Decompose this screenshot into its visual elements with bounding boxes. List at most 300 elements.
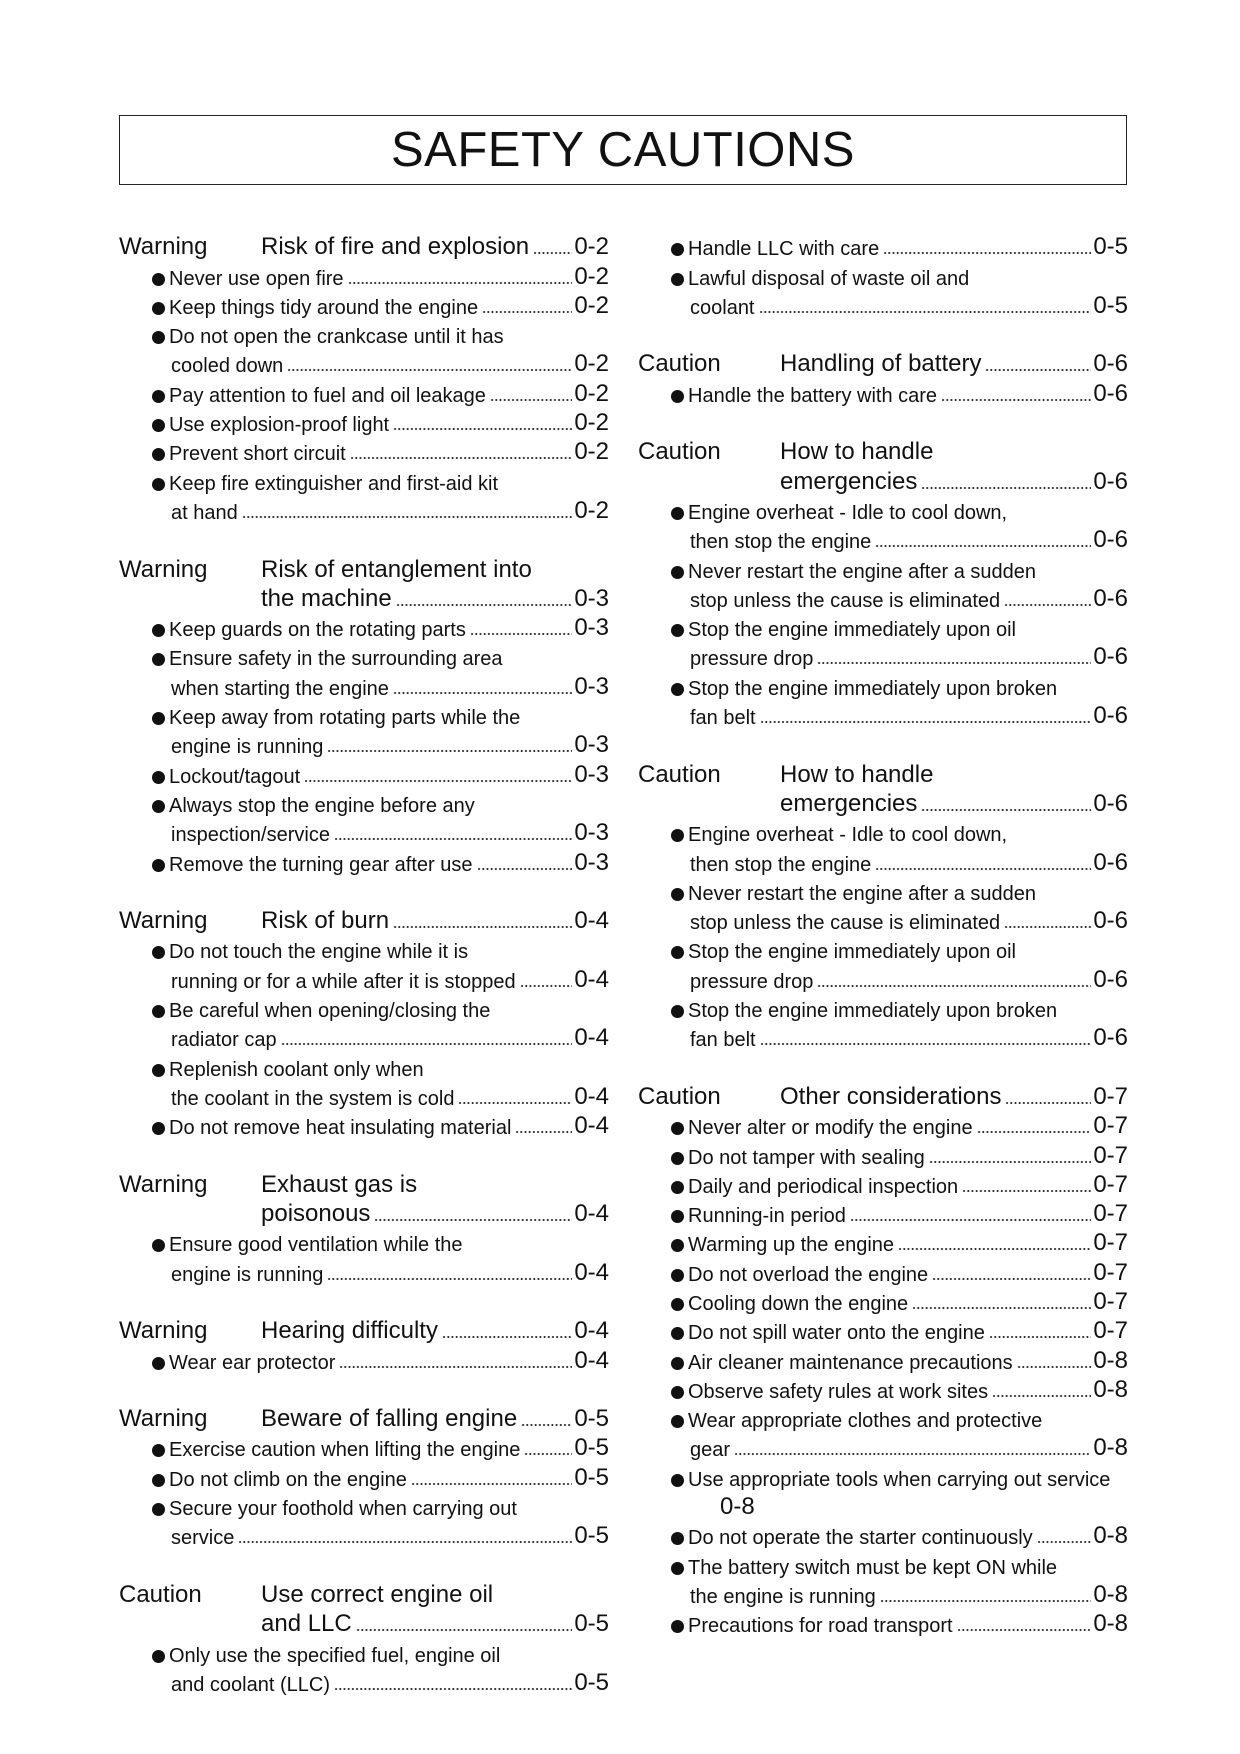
dot-leader: [304, 780, 572, 782]
toc-item[interactable]: [638, 1285, 1128, 1314]
bullet-icon: [152, 1650, 165, 1663]
toc-item-continued[interactable]: [638, 904, 1128, 933]
toc-item[interactable]: [119, 933, 609, 962]
page-number: 0-7: [1093, 1082, 1128, 1110]
toc-entry-text: Stop the engine immediately upon broken: [688, 1000, 1058, 1023]
page-number: 0-6: [1093, 643, 1128, 671]
toc-item-continued[interactable]: [119, 1255, 609, 1284]
toc-entry-text: Hearing difficulty: [261, 1317, 438, 1345]
toc-entry-text: Keep away from rotating parts while the: [169, 707, 521, 730]
toc-item[interactable]: [119, 318, 609, 347]
toc-item[interactable]: [119, 1431, 609, 1460]
section-gap: [638, 1050, 1128, 1079]
dot-leader: [850, 1219, 1091, 1221]
toc-item[interactable]: [638, 1138, 1128, 1167]
toc-item[interactable]: [119, 376, 609, 405]
dot-leader: [989, 1336, 1091, 1338]
dot-leader: [393, 692, 572, 694]
toc-item-continued[interactable]: [638, 640, 1128, 669]
dot-leader: [760, 1043, 1092, 1045]
toc-item-continued[interactable]: [638, 1431, 1128, 1460]
page-number: 0-5: [574, 1610, 609, 1638]
page-number: 0-6: [1093, 584, 1128, 612]
toc-entry-text: Never restart the engine after a sudden: [688, 882, 1036, 905]
bullet-icon: [671, 1415, 684, 1428]
toc-item[interactable]: [638, 875, 1128, 904]
dot-leader: [411, 1483, 572, 1485]
toc-heading-continued[interactable]: [638, 464, 1128, 493]
page-number: 0-8: [1093, 1346, 1128, 1374]
toc-item[interactable]: [119, 1343, 609, 1372]
page-number: 0-6: [1093, 789, 1128, 817]
toc-entry-text: running or for a while after it is stopped: [171, 970, 516, 993]
caution-level-label: Caution: [119, 1580, 202, 1608]
section-gap: [119, 875, 609, 904]
bullet-icon: [671, 1562, 684, 1575]
page-number: 0-6: [1093, 1024, 1128, 1052]
bullet-icon: [152, 302, 165, 315]
dot-leader: [1037, 1541, 1092, 1543]
page-number: 0-8: [720, 1493, 755, 1521]
page-number: 0-7: [1093, 1258, 1128, 1286]
toc-item[interactable]: [638, 1548, 1128, 1577]
page-number: 0-3: [574, 760, 609, 788]
toc-item[interactable]: [638, 230, 1128, 259]
toc-entry-text: radiator cap: [171, 1029, 277, 1052]
toc-entry-text: Pay attention to fuel and oil leakage: [169, 384, 486, 407]
bullet-icon: [671, 1327, 684, 1340]
toc-entry-text: emergencies: [780, 789, 918, 817]
dot-leader: [393, 926, 572, 928]
dot-leader: [393, 428, 572, 430]
dot-leader: [962, 1190, 1091, 1192]
toc-heading-continued[interactable]: [638, 787, 1128, 816]
bullet-icon: [152, 331, 165, 344]
page-number: 0-5: [1093, 291, 1128, 319]
toc-entry-text: Use explosion-proof light: [169, 414, 390, 437]
bullet-icon: [152, 448, 165, 461]
toc-item[interactable]: [119, 406, 609, 435]
bullet-icon: [152, 1444, 165, 1457]
page-number: 0-8: [1093, 1434, 1128, 1462]
dot-leader: [921, 487, 1091, 489]
toc-item-continued[interactable]: [638, 845, 1128, 874]
dot-leader: [458, 1102, 572, 1104]
toc-entry-text: Handle the battery with care: [688, 384, 938, 407]
toc-item[interactable]: [638, 1314, 1128, 1343]
bullet-icon: [671, 1386, 684, 1399]
dot-leader: [327, 1278, 572, 1280]
toc-item-continued[interactable]: [119, 728, 609, 757]
toc-item[interactable]: [119, 1460, 609, 1489]
toc-entry-text: Keep fire extinguisher and first-aid kit: [169, 472, 499, 495]
toc-item[interactable]: [638, 376, 1128, 405]
toc-entry-text: Exhaust gas is: [261, 1170, 418, 1198]
toc-heading[interactable]: [638, 1080, 1128, 1109]
toc-item-continued[interactable]: [638, 289, 1128, 318]
toc-heading[interactable]: [638, 347, 1128, 376]
toc-item-continued[interactable]: [119, 494, 609, 523]
section-gap: [119, 1373, 609, 1402]
toc-entry-text: Keep guards on the rotating parts: [169, 619, 466, 642]
toc-entry-text: Ensure good ventilation while the: [169, 1234, 463, 1257]
page-number: 0-8: [1093, 1522, 1128, 1550]
caution-level-label: Caution: [638, 350, 721, 378]
toc-entry-text: when starting the engine: [171, 677, 389, 700]
toc-entry-text: Running-in period: [688, 1205, 846, 1228]
toc-entry-text: Handle LLC with care: [688, 238, 880, 261]
toc-item[interactable]: [119, 845, 609, 874]
toc-heading[interactable]: [119, 904, 609, 933]
page-number: 0-6: [1093, 848, 1128, 876]
toc-entry-text: then stop the engine: [690, 531, 872, 554]
toc-item[interactable]: [119, 699, 609, 728]
page-number: 0-4: [574, 1200, 609, 1228]
toc-heading[interactable]: [119, 1168, 609, 1197]
toc-entry-text: gear: [690, 1439, 731, 1462]
toc-item[interactable]: [638, 259, 1128, 288]
dot-leader: [985, 369, 1091, 371]
page-number: 0-4: [574, 1024, 609, 1052]
bullet-icon: [671, 507, 684, 520]
page-number: 0-2: [574, 496, 609, 524]
dot-leader: [477, 868, 573, 870]
page-number: 0-6: [1093, 965, 1128, 993]
toc-item[interactable]: [638, 1168, 1128, 1197]
dot-leader: [482, 311, 572, 313]
toc-entry-text: Replenish coolant only when: [169, 1058, 424, 1081]
dot-leader: [759, 311, 1092, 313]
dot-leader: [875, 868, 1091, 870]
toc-item-continued[interactable]: [119, 1021, 609, 1050]
page-number: 0-5: [1093, 233, 1128, 261]
page-number: 0-4: [574, 1112, 609, 1140]
toc-entry-text: emergencies: [780, 467, 918, 495]
toc-heading[interactable]: [119, 1314, 609, 1343]
dot-leader: [281, 1043, 573, 1045]
section-gap: [119, 523, 609, 552]
toc-entry-text: Risk of burn: [261, 907, 390, 935]
toc-entry-text: Do not climb on the engine: [169, 1468, 407, 1491]
dot-leader: [1004, 926, 1091, 928]
toc-entry-text: Lockout/tagout: [169, 765, 301, 788]
toc-item[interactable]: [638, 1607, 1128, 1636]
bullet-icon: [152, 1239, 165, 1252]
toc-entry-text: Stop the engine immediately upon broken: [688, 677, 1058, 700]
toc-item-continued[interactable]: [638, 1578, 1128, 1607]
toc-heading-continued[interactable]: [119, 1607, 609, 1636]
dot-leader: [929, 1161, 1092, 1163]
toc-entry-text: Use correct engine oil: [261, 1580, 494, 1608]
page-number: 0-7: [1093, 1141, 1128, 1169]
toc-entry-text: Do not open the crankcase until it has: [169, 326, 504, 349]
toc-item[interactable]: [638, 669, 1128, 698]
toc-heading[interactable]: [638, 435, 1128, 464]
toc-item[interactable]: [638, 816, 1128, 845]
toc-entry-text: coolant: [690, 296, 755, 319]
toc-item[interactable]: [638, 1402, 1128, 1431]
page-number: 0-2: [574, 438, 609, 466]
toc-heading[interactable]: [119, 1402, 609, 1431]
page-number: 0-3: [574, 848, 609, 876]
toc-item[interactable]: [638, 992, 1128, 1021]
bullet-icon: [152, 1005, 165, 1018]
dot-leader: [334, 838, 572, 840]
toc-entry-text: Beware of falling engine: [261, 1405, 518, 1433]
toc-item[interactable]: [638, 611, 1128, 640]
toc-entry-text: Other considerations: [780, 1082, 1002, 1110]
page-number: 0-4: [574, 1346, 609, 1374]
toc-item-continued[interactable]: [119, 1080, 609, 1109]
page-number: 0-5: [574, 1405, 609, 1433]
toc-entry-text: Use appropriate tools when carrying out service: [688, 1468, 1111, 1491]
bullet-icon: [152, 419, 165, 432]
toc-item[interactable]: [638, 1197, 1128, 1226]
page-number: 0-8: [1093, 1375, 1128, 1403]
bullet-icon: [152, 390, 165, 403]
dot-leader: [533, 252, 572, 254]
page-number: 0-4: [574, 965, 609, 993]
bullet-icon: [152, 478, 165, 491]
dot-leader: [880, 1600, 1092, 1602]
bullet-icon: [671, 1122, 684, 1135]
toc-heading[interactable]: [119, 1578, 609, 1607]
toc-item[interactable]: [638, 1519, 1128, 1548]
caution-level-label: Caution: [638, 760, 721, 788]
toc-left-column: [119, 230, 609, 1695]
toc-item[interactable]: [119, 289, 609, 318]
page-number: 0-8: [1093, 1610, 1128, 1638]
toc-entry-text: Cooling down the engine: [688, 1292, 909, 1315]
toc-entry-text: Engine overheat - Idle to cool down,: [688, 501, 1008, 524]
toc-entry-text: Stop the engine immediately upon oil: [688, 619, 1016, 642]
toc-entry-text: Do not overload the engine: [688, 1263, 929, 1286]
toc-item-continued[interactable]: [638, 1021, 1128, 1050]
toc-entry-text: Observe safety rules at work sites: [688, 1380, 989, 1403]
dot-leader: [396, 604, 573, 606]
toc-entry-text: Warming up the engine: [688, 1234, 895, 1257]
dot-leader: [242, 516, 573, 518]
page-number: 0-4: [574, 1258, 609, 1286]
dot-leader: [977, 1131, 1092, 1133]
toc-item[interactable]: [119, 1490, 609, 1519]
page-number: 0-2: [574, 262, 609, 290]
dot-leader: [957, 1629, 1092, 1631]
bullet-icon: [671, 1210, 684, 1223]
toc-item[interactable]: [638, 1373, 1128, 1402]
toc-item[interactable]: [638, 1109, 1128, 1138]
toc-item[interactable]: [638, 1255, 1128, 1284]
toc-item-continued[interactable]: [638, 699, 1128, 728]
caution-level-label: Warning: [119, 555, 208, 583]
toc-heading-continued[interactable]: [119, 582, 609, 611]
toc-item[interactable]: [638, 494, 1128, 523]
toc-right-column: [638, 230, 1128, 1636]
toc-entry-text: fan belt: [690, 707, 756, 730]
toc-heading[interactable]: [638, 757, 1128, 786]
page-number: 0-3: [574, 584, 609, 612]
toc-entry-text: Do not remove heat insulating material: [169, 1117, 512, 1140]
page-number: 0-4: [574, 907, 609, 935]
toc-item-continued[interactable]: [119, 962, 609, 991]
toc-entry-text: Wear appropriate clothes and protective: [688, 1410, 1043, 1433]
dot-leader: [760, 721, 1092, 723]
dot-leader: [1005, 1102, 1091, 1104]
dot-leader: [932, 1278, 1091, 1280]
dot-leader: [374, 1219, 572, 1221]
page-number: 0-7: [1093, 1112, 1128, 1140]
toc-entry-text: Do not operate the starter continuously: [688, 1527, 1033, 1550]
toc-entry-text: How to handle: [780, 760, 934, 788]
page-title-box: [119, 115, 1127, 185]
toc-heading-continued[interactable]: [119, 1197, 609, 1226]
toc-item[interactable]: [638, 1460, 1128, 1489]
caution-level-label: Warning: [119, 907, 208, 935]
page-number: 0-2: [574, 233, 609, 261]
toc-entry-text: How to handle: [780, 438, 934, 466]
toc-item[interactable]: [638, 933, 1128, 962]
toc-entry-text: inspection/service: [171, 824, 330, 847]
toc-page-line[interactable]: [638, 1490, 1128, 1519]
toc-item[interactable]: [119, 464, 609, 493]
page-number: 0-6: [1093, 350, 1128, 378]
page-number: 0-7: [1093, 1170, 1128, 1198]
toc-item-continued[interactable]: [119, 669, 609, 698]
bullet-icon: [152, 1122, 165, 1135]
toc-entry-text: fan belt: [690, 1029, 756, 1052]
bullet-icon: [671, 1181, 684, 1194]
dot-leader: [356, 1629, 573, 1631]
toc-item[interactable]: [119, 1109, 609, 1138]
page-number: 0-2: [574, 379, 609, 407]
toc-entry-text: stop unless the cause is eliminated: [690, 589, 1001, 612]
toc-item-continued[interactable]: [119, 347, 609, 376]
section-gap: [119, 1548, 609, 1577]
dot-leader: [348, 282, 573, 284]
page-number: 0-2: [574, 291, 609, 319]
toc-entry-text: Prevent short circuit: [169, 443, 346, 466]
toc-item-continued[interactable]: [638, 582, 1128, 611]
caution-level-label: Warning: [119, 1170, 208, 1198]
dot-leader: [883, 252, 1091, 254]
toc-entry-text: Risk of fire and explosion: [261, 233, 530, 261]
toc-heading[interactable]: [119, 230, 609, 259]
toc-entry-text: Air cleaner maintenance precautions: [688, 1351, 1013, 1374]
dot-leader: [1017, 1366, 1092, 1368]
toc-entry-text: Lawful disposal of waste oil and: [688, 267, 970, 290]
caution-level-label: Warning: [119, 1405, 208, 1433]
page-number: 0-5: [574, 1434, 609, 1462]
page-number: 0-2: [574, 350, 609, 378]
bullet-icon: [152, 1357, 165, 1370]
bullet-icon: [671, 1474, 684, 1487]
page-number: 0-5: [574, 1522, 609, 1550]
toc-item-continued[interactable]: [638, 962, 1128, 991]
toc-entry-text: and LLC: [261, 1610, 352, 1638]
toc-item[interactable]: [119, 992, 609, 1021]
caution-level-label: Warning: [119, 233, 208, 261]
toc-entry-text: the machine: [261, 584, 392, 612]
page-number: 0-5: [574, 1668, 609, 1696]
bullet-icon: [152, 859, 165, 872]
dot-leader: [921, 809, 1091, 811]
toc-entry-text: Ensure safety in the surrounding area: [169, 648, 503, 671]
toc-entry-text: then stop the engine: [690, 853, 872, 876]
page-title: SAFETY CAUTIONS: [390, 123, 855, 177]
toc-entry-text: service: [171, 1527, 235, 1550]
bullet-icon: [152, 771, 165, 784]
section-gap: [638, 318, 1128, 347]
page-number: 0-4: [574, 1082, 609, 1110]
toc-item[interactable]: [119, 757, 609, 786]
toc-item[interactable]: [638, 1226, 1128, 1255]
bullet-icon: [671, 243, 684, 256]
toc-entry-text: the engine is running: [690, 1585, 876, 1608]
dot-leader: [238, 1541, 572, 1543]
toc-item[interactable]: [119, 435, 609, 464]
dot-leader: [287, 369, 572, 371]
dot-leader: [520, 985, 573, 987]
toc-entry-text: Only use the specified fuel, engine oil: [169, 1644, 501, 1667]
page-number: 0-4: [574, 1317, 609, 1345]
dot-leader: [470, 633, 572, 635]
toc-item-continued[interactable]: [638, 523, 1128, 552]
section-gap: [119, 1138, 609, 1167]
toc-entry-text: Risk of entanglement into: [261, 555, 532, 583]
toc-entry-text: the coolant in the system is cold: [171, 1087, 455, 1110]
page-number: 0-6: [1093, 526, 1128, 554]
bullet-icon: [671, 273, 684, 286]
page-number: 0-7: [1093, 1200, 1128, 1228]
bullet-icon: [152, 800, 165, 813]
toc-item-continued[interactable]: [119, 816, 609, 845]
bullet-icon: [671, 946, 684, 959]
toc-entry-text: Daily and periodical inspection: [688, 1175, 959, 1198]
toc-item[interactable]: [119, 611, 609, 640]
dot-leader: [334, 1688, 572, 1690]
toc-entry-text: Do not tamper with sealing: [688, 1146, 925, 1169]
toc-item-continued[interactable]: [119, 1666, 609, 1695]
toc-entry-text: Be careful when opening/closing the: [169, 1000, 491, 1023]
toc-entry-text: Keep things tidy around the engine: [169, 296, 479, 319]
page-number: 0-7: [1093, 1317, 1128, 1345]
toc-item[interactable]: [119, 1636, 609, 1665]
toc-entry-text: Do not spill water onto the engine: [688, 1322, 985, 1345]
toc-item-continued[interactable]: [119, 1519, 609, 1548]
toc-heading[interactable]: [119, 552, 609, 581]
toc-item[interactable]: [119, 259, 609, 288]
toc-item[interactable]: [638, 1343, 1128, 1372]
toc-item[interactable]: [119, 640, 609, 669]
bullet-icon: [152, 273, 165, 286]
bullet-icon: [671, 566, 684, 579]
dot-leader: [875, 545, 1091, 547]
page-number: 0-8: [1093, 1580, 1128, 1608]
bullet-icon: [671, 1269, 684, 1282]
bullet-icon: [671, 683, 684, 696]
toc-item[interactable]: [119, 1226, 609, 1255]
dot-leader: [490, 399, 572, 401]
dot-leader: [524, 1453, 572, 1455]
toc-entry-text: Secure your foothold when carrying out: [169, 1498, 517, 1521]
page-number: 0-7: [1093, 1287, 1128, 1315]
toc-item[interactable]: [119, 787, 609, 816]
toc-entry-text: Never alter or modify the engine: [688, 1117, 973, 1140]
toc-entry-text: Precautions for road transport: [688, 1615, 953, 1638]
toc-item[interactable]: [119, 1050, 609, 1079]
toc-item[interactable]: [638, 552, 1128, 581]
dot-leader: [1004, 604, 1091, 606]
